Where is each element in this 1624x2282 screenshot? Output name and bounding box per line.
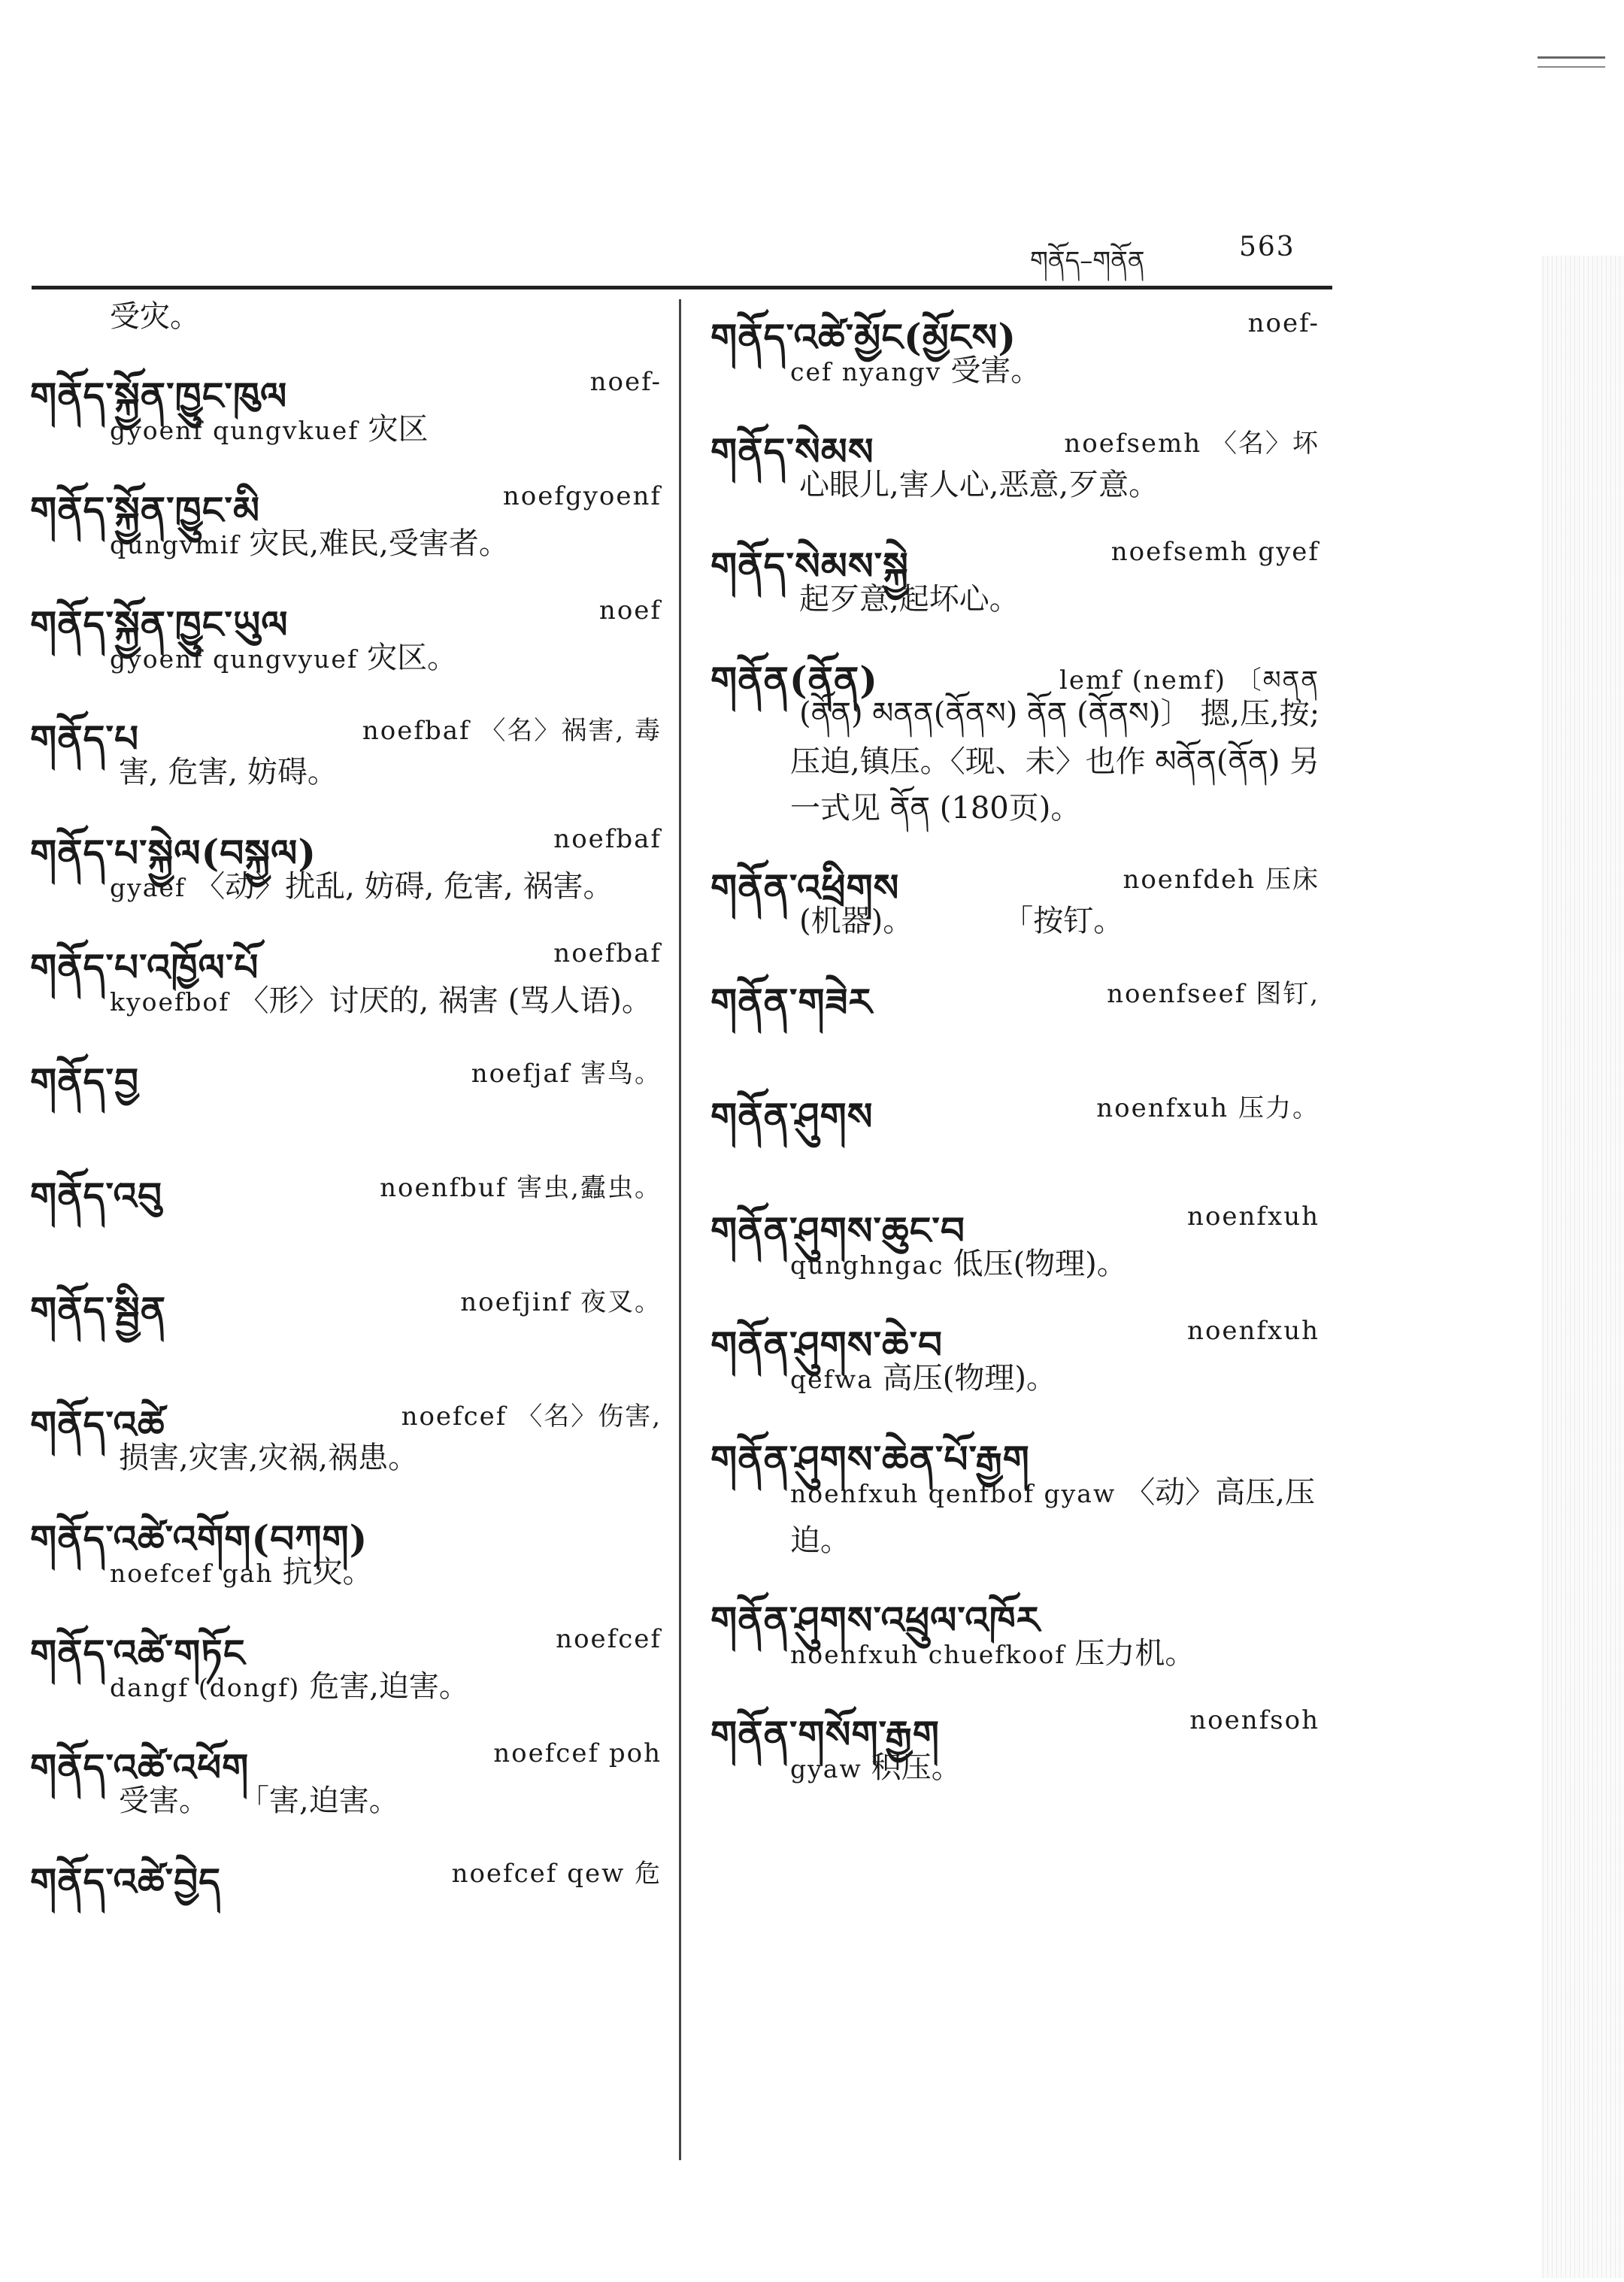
romanization-continued: gyaef	[110, 873, 186, 902]
romanization: noefbaf	[553, 938, 662, 968]
entry-headword-line	[710, 408, 1335, 474]
romanization: noenfseef 图钉,	[1107, 979, 1320, 1009]
romanization-continued: noenfxuh chuefkoof	[790, 1640, 1066, 1669]
chinese-definition: 受害。 「害,迫害。	[119, 1783, 399, 1818]
romanization: noenfsoh	[1189, 1705, 1320, 1735]
tibetan-headword: གནོད་སྦྱིན	[30, 1288, 167, 1332]
romanization: noef-	[589, 367, 662, 397]
dictionary-entry	[710, 1415, 1335, 1564]
dictionary-entry	[710, 522, 1335, 624]
tibetan-headword: གནོན(ནོན)	[710, 658, 878, 702]
chinese-definition: 害, 危害, 妨碍。	[119, 755, 338, 789]
romanization: noefcef	[556, 1624, 662, 1654]
romanization-continued: qefwa	[790, 1365, 874, 1394]
dictionary-entry	[30, 1495, 677, 1597]
tibetan-headword: གནོད་པ་སྐྱེལ(བསྐྱལ)	[30, 831, 317, 875]
dictionary-entry	[710, 844, 1335, 946]
chinese-definition: 危害,迫害。	[309, 1669, 469, 1704]
entry-headword-line	[710, 1415, 1335, 1481]
entry-headword-line	[30, 580, 677, 647]
romanization: lemf (nemf) 〔མནན	[1059, 665, 1320, 696]
entry-headword-line	[710, 1186, 1335, 1253]
romanization: noef-	[1247, 308, 1320, 338]
tibetan-headword: གནོད་སྐྱོན་ཁྱུང་ཡུལ	[30, 602, 289, 647]
tibetan-headword: གནོད་འཚེ་མྱོང(མྱོངས)	[710, 315, 1017, 359]
chinese-definition: 损害,灾害,灾祸,祸患。	[119, 1441, 419, 1475]
entry-headword-line	[710, 522, 1335, 588]
entry-headword-line	[710, 293, 1335, 359]
romanization: noefjaf 害鸟。	[471, 1059, 662, 1089]
tibetan-headword: གནོན་ཤུགས་ཆུང་བ	[710, 1208, 965, 1253]
romanization-continued: qungvmif	[110, 530, 241, 559]
tibetan-headword: གནོན་ཤུགས་ཆེན་པོ་རྒྱག	[710, 1437, 1030, 1481]
tibetan-headword: གནོད་པ	[30, 717, 140, 761]
chinese-definition: 起歹意,起坏心。	[799, 582, 1020, 617]
tibetan-headword: གནོད་སེམས	[710, 429, 874, 474]
page-number: 563	[1239, 232, 1295, 262]
romanization: noefcef qew 危	[451, 1859, 662, 1889]
tibetan-headword: གནོན་ཤུགས་ཆེ་བ	[710, 1323, 944, 1367]
page-header	[1030, 227, 1331, 276]
dictionary-entry	[710, 408, 1335, 510]
entry-headword-line	[30, 1723, 677, 1790]
tibetan-headword: གནོན་གཟེར	[710, 980, 873, 1024]
dictionary-entry	[30, 1609, 677, 1711]
tibetan-headword: གནོད་བྱ	[30, 1059, 140, 1104]
romanization: noefcef poh	[493, 1738, 662, 1768]
entry-headword-line	[30, 1838, 677, 1904]
romanization: noefbaf 〈名〉祸害, 毒	[362, 716, 662, 746]
romanization: noefsemh gyef	[1110, 537, 1320, 567]
dictionary-entry	[710, 958, 1335, 1060]
dictionary-entry	[30, 1838, 677, 1940]
entry-headword-line	[30, 1266, 677, 1332]
column-divider	[679, 299, 681, 2160]
dictionary-entry	[30, 1152, 677, 1254]
dictionary-entry	[30, 923, 677, 1026]
left-entry-list	[30, 352, 677, 1940]
romanization-continued: dangf (dongf)	[110, 1673, 301, 1702]
chinese-definition: 压力机。	[1074, 1636, 1195, 1671]
romanization-continued: gyoenf qungvyuef	[110, 644, 359, 674]
chinese-definition: (ནོན) མནན(ནོནས) ནོན (ནོནས)〕 摁,压,按;压迫,镇压。〈现、未〉也作 མནོན(ནོན) 另一式见 ནོན (180页)。	[790, 696, 1320, 826]
tibetan-headword: གནོད་པ་འཁྱོལ་པོ	[30, 945, 259, 989]
entry-headword-line	[710, 1690, 1335, 1756]
tibetan-headword: གནོད་འཚེ	[30, 1402, 165, 1447]
dictionary-entry	[30, 1266, 677, 1368]
romanization: noenfxuh 压力。	[1096, 1093, 1320, 1123]
chinese-definition: 低压(物理)。	[953, 1247, 1127, 1281]
romanization: noefcef 〈名〉伤害,	[401, 1402, 662, 1432]
chinese-definition: 灾区。	[367, 641, 458, 675]
entry-headword-line	[710, 636, 1335, 702]
scan-edge-shadow	[1541, 256, 1624, 2278]
chinese-definition: 〈动〉扰乱, 妨碍, 危害, 祸害。	[195, 869, 614, 904]
romanization: noefgyoenf	[502, 481, 662, 511]
dictionary-entry	[30, 1380, 677, 1483]
romanization: noefsemh 〈名〉坏	[1064, 429, 1320, 459]
dictionary-entry	[30, 1723, 677, 1826]
dictionary-entry	[30, 580, 677, 683]
romanization: noenfxuh	[1187, 1316, 1320, 1346]
romanization-continued: gyoenf qungvkuef	[110, 416, 359, 445]
entry-headword-line	[710, 844, 1335, 910]
entry-headword-line	[30, 1609, 677, 1675]
chinese-definition: 抗灾。	[282, 1555, 373, 1590]
tibetan-headword: གནོན་ཤུགས་འཕྲུལ་འཁོར	[710, 1598, 1041, 1642]
dictionary-entry	[710, 1690, 1335, 1793]
romanization: noenfxuh	[1187, 1202, 1320, 1232]
dictionary-entry	[30, 1038, 677, 1140]
chinese-definition: 积压。	[871, 1750, 962, 1785]
chinese-definition: 心眼儿,害人心,恶意,歹意。	[799, 468, 1159, 502]
entry-headword-line	[30, 1038, 677, 1104]
dictionary-entry	[710, 1576, 1335, 1678]
dictionary-entry	[30, 809, 677, 911]
entry-headword-line	[30, 809, 677, 875]
chinese-definition: 灾民,难民,受害者。	[249, 526, 509, 561]
romanization: noenfbuf 害虫,蠹虫。	[380, 1173, 662, 1203]
entry-headword-line	[710, 1072, 1335, 1138]
tibetan-headword: གནོད་སྐྱོན་ཁྱུང་མི	[30, 488, 261, 532]
scan-edge-mark	[1538, 56, 1605, 68]
tibetan-headword: གནོད་འཚེ་བྱེད	[30, 1859, 222, 1904]
right-column	[710, 293, 1335, 1805]
entry-headword-line	[30, 1495, 677, 1561]
entry-headword-line	[710, 1301, 1335, 1367]
dictionary-entry	[710, 636, 1335, 832]
romanization-continued: gyaw	[790, 1754, 862, 1783]
romanization: noefbaf	[553, 824, 662, 854]
entry-headword-line	[30, 352, 677, 418]
tibetan-headword: གནོན་གསོག་རྒྱག	[710, 1712, 940, 1756]
chinese-definition: 〈形〉讨厌的, 祸害 (骂人语)。	[238, 983, 652, 1018]
entry-headword-line	[30, 466, 677, 532]
tibetan-headword: གནོན་ཤུགས	[710, 1094, 874, 1138]
left-column	[30, 293, 677, 1952]
romanization-continued: noenfxuh qenfbof gyaw	[790, 1479, 1116, 1508]
entry-headword-line	[710, 958, 1335, 1024]
right-entry-list	[710, 293, 1335, 1793]
romanization: noefjinf 夜叉。	[460, 1287, 662, 1317]
tibetan-headword: གནོད་འཚེ་འཕོག	[30, 1745, 250, 1790]
dictionary-entry	[710, 1186, 1335, 1289]
header-rule	[32, 286, 1332, 289]
romanization-continued: noefcef gah	[110, 1559, 274, 1588]
tibetan-headword: གནོད་སེམས་སྐྱེ	[710, 544, 909, 588]
tibetan-headword: གནོན་འཕྲིགས	[710, 865, 900, 910]
tibetan-headword: གནོད་སྐྱོན་ཁྱུང་ཁུལ	[30, 374, 288, 418]
dictionary-entry	[710, 293, 1335, 395]
romanization-continued: cef nyangv	[790, 357, 942, 386]
romanization: noef	[598, 596, 662, 626]
header-guide-words: གནོད–གནོན	[1030, 246, 1145, 276]
dictionary-entry	[710, 1072, 1335, 1174]
continuation-text: 受灾。	[110, 299, 200, 334]
romanization-continued: qunghngac	[790, 1250, 944, 1280]
entry-headword-line	[30, 923, 677, 989]
tibetan-headword: གནོད་འཚེ་གཏོང	[30, 1631, 246, 1675]
chinese-definition: 高压(物理)。	[882, 1361, 1057, 1396]
dictionary-entry	[30, 695, 677, 797]
chinese-definition: (机器)。 「按钉。	[799, 904, 1124, 938]
dictionary-entry	[30, 352, 677, 454]
entry-headword-line	[710, 1576, 1335, 1642]
entry-headword-line	[30, 1152, 677, 1218]
chinese-definition: 灾区	[368, 412, 429, 447]
entry-headword-line	[30, 1380, 677, 1447]
romanization-continued: kyoefbof	[110, 987, 230, 1017]
dictionary-entry	[710, 1301, 1335, 1403]
chinese-definition: 受害。	[950, 353, 1041, 388]
tibetan-headword: གནོད་འབུ	[30, 1174, 163, 1218]
chinese-definition: 〈动〉高压,压迫。	[790, 1475, 1315, 1558]
entry-headword-line	[30, 695, 677, 761]
dictionary-entry	[30, 466, 677, 568]
tibetan-headword: གནོད་འཚེ་འགོག(བཀག)	[30, 1517, 368, 1561]
romanization: noenfdeh 压床	[1123, 865, 1320, 895]
